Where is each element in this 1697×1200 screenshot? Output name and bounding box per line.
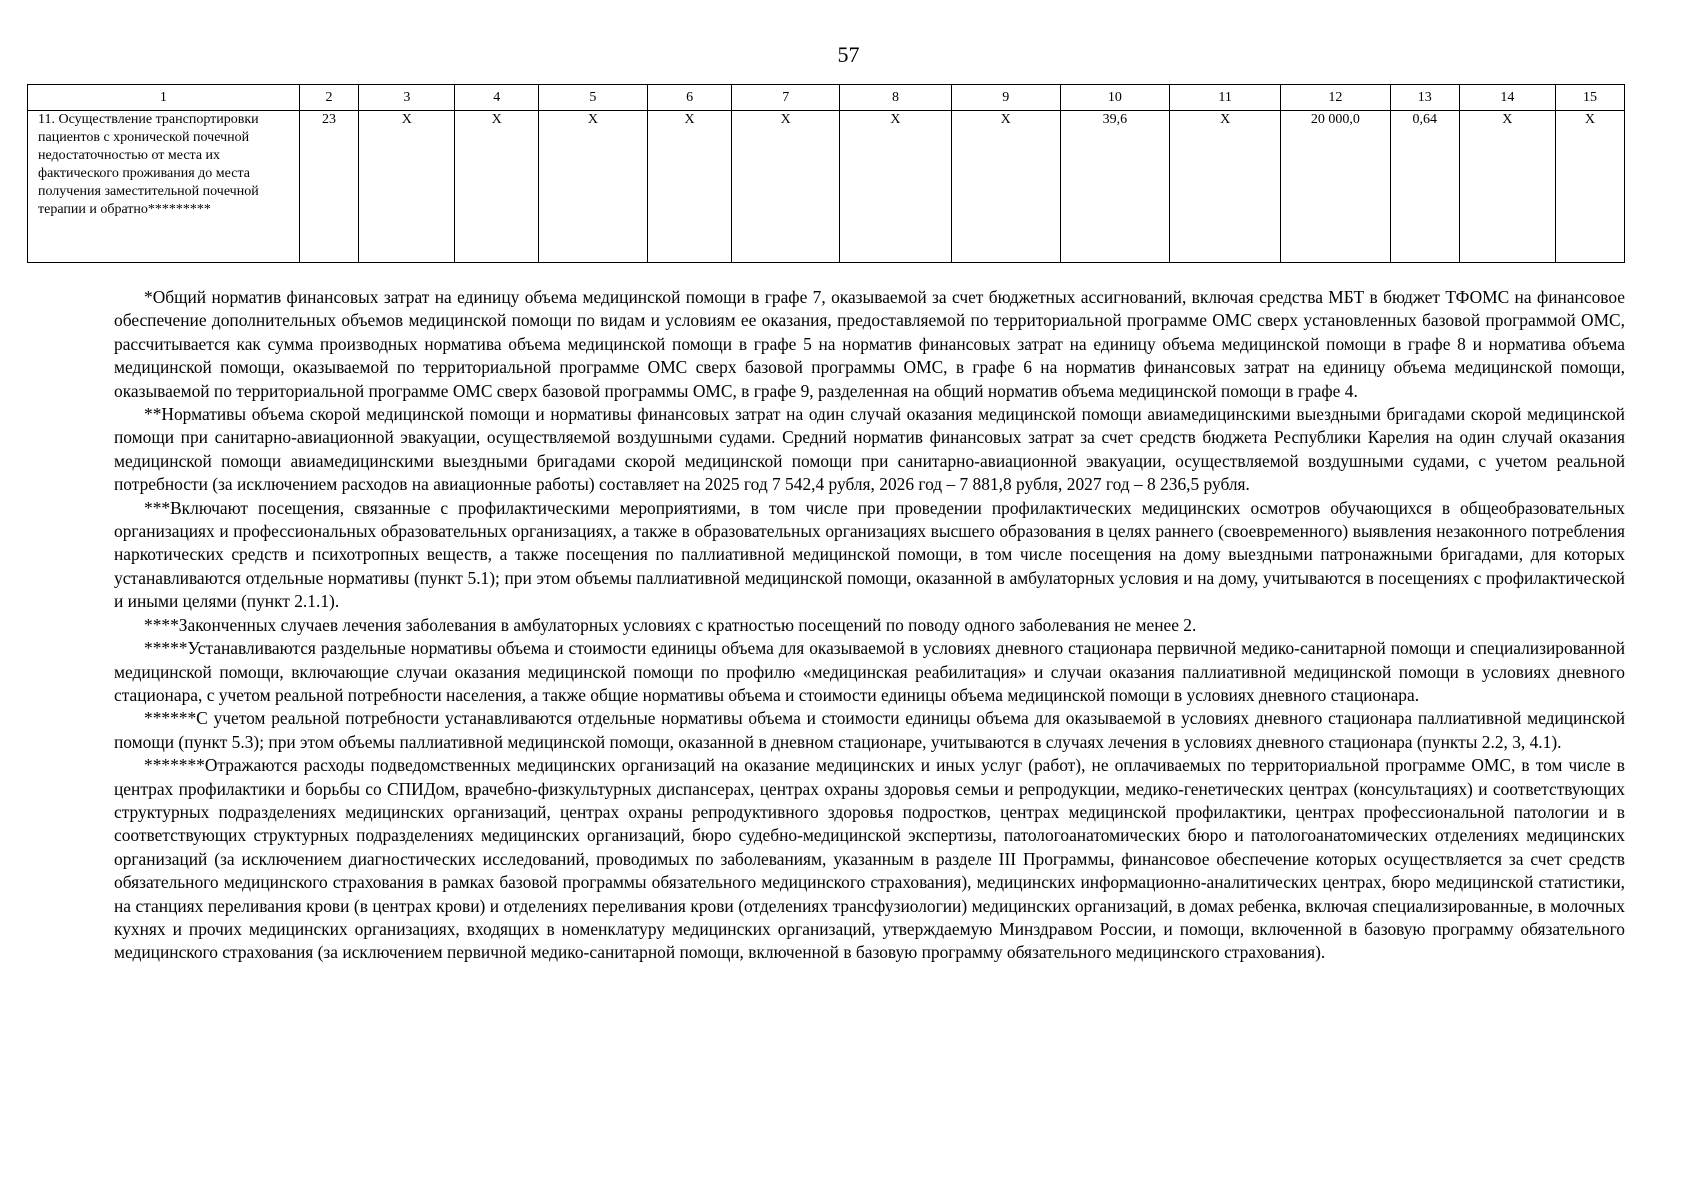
column-header-3: 3 [359, 85, 455, 111]
table-cell-9: Х [951, 111, 1060, 263]
table-cell-4: Х [455, 111, 539, 263]
footnote-6: ******С учетом реальной потребности устанавливаются отдельные нормативы объема и стоимости единицы объема для оказываемой в условиях дневного стационара паллиативной медицинской помощи (пункт 5.3); при этом объемы паллиативной медицинской помощи, оказанной в дневном стационаре, учитываются в случаях лечения в условиях дневного стационара (пункты 2.2, 3, 4.1). [114, 708, 1625, 752]
column-header-5: 5 [539, 85, 648, 111]
column-header-10: 10 [1060, 85, 1170, 111]
table-cell-11: Х [1170, 111, 1281, 263]
footnotes [114, 286, 1625, 965]
table-cell-13: 0,64 [1390, 111, 1459, 263]
column-header-13: 13 [1390, 85, 1459, 111]
column-header-7: 7 [732, 85, 840, 111]
table-cell-12: 20 000,0 [1281, 111, 1391, 263]
column-header-4: 4 [455, 85, 539, 111]
data-table [27, 84, 1625, 263]
table-cell-14: Х [1459, 111, 1555, 263]
column-header-9: 9 [951, 85, 1060, 111]
table-cell-2: 23 [299, 111, 359, 263]
footnote-1: *Общий норматив финансовых затрат на единицу объема медицинской помощи в графе 7, оказываемой за счет бюджетных ассигнований, включая средства МБТ в бюджет ТФОМС на финансовое обеспечение дополнительных объемов медицинской помощи по видам и условиям ее оказания, предоставляемой по территориальной программе ОМС сверх установленных базовой программой ОМС, рассчитывается как сумма производных норматива объема медицинской помощи в графе 5 на норматив финансовых затрат на единицу объема медицинской помощи в графе 8 и норматива объема медицинской помощи, оказываемой по территориальной программе ОМС сверх базовой программы ОМС, в графе 6 на норматив финансовых затрат на единицу объема медицинской помощи, оказываемой по территориальной программе ОМС сверх базовой программы ОМС, в графе 9, разделенная на общий норматив объема медицинской помощи в графе 4. [114, 287, 1625, 401]
table-cell-8: Х [840, 111, 952, 263]
column-header-15: 15 [1555, 85, 1624, 111]
column-header-14: 14 [1459, 85, 1555, 111]
row-name-cell: 11. Осуществление транспортировки пациентов с хронической почечной недостаточностью от места их фактического проживания до места получения заместительной почечной терапии и обратно********* [28, 111, 300, 263]
table-header-row [28, 85, 1625, 111]
table-row [28, 111, 1625, 263]
footnote-5: *****Устанавливаются раздельные нормативы объема и стоимости единицы объема для оказываемой в условиях дневного стационара первичной медико-санитарной помощи и специализированной медицинской помощи, включающие случаи оказания медицинской помощи по профилю «медицинская реабилитация» и случаи оказания паллиативной медицинской помощи в условиях дневного стационара, с учетом реальной потребности населения, а также общие нормативы объема и стоимости единицы объема медицинской помощи в условиях дневного стационара. [114, 638, 1625, 705]
column-header-8: 8 [840, 85, 952, 111]
table-cell-3: Х [359, 111, 455, 263]
table-cell-5: Х [539, 111, 648, 263]
table-cell-7: Х [732, 111, 840, 263]
footnote-2: **Нормативы объема скорой медицинской помощи и нормативы финансовых затрат на один случай оказания медицинской помощи авиамедицинскими выездными бригадами скорой медицинской помощи при санитарно-авиационной эвакуации, осуществляемой воздушными судами. Средний норматив финансовых затрат за счет средств бюджета Республики Карелия на один случай оказания медицинской помощи авиамедицинскими выездными бригадами скорой медицинской помощи при санитарно-авиационной эвакуации, осуществляемой воздушными судами, с учетом реальной потребности (за исключением расходов на авиационные работы) составляет на 2025 год 7 542,4 рубля, 2026 год – 7 881,8 рубля, 2027 год – 8 236,5 рубля. [114, 404, 1625, 495]
page-number: 57 [837, 42, 860, 67]
table-cell-10: 39,6 [1060, 111, 1170, 263]
table-cell-6: Х [647, 111, 732, 263]
column-header-12: 12 [1281, 85, 1391, 111]
column-header-6: 6 [647, 85, 732, 111]
column-header-11: 11 [1170, 85, 1281, 111]
footnote-7: *******Отражаются расходы подведомственных медицинских организаций на оказание медицинских и иных услуг (работ), не оплачиваемых по территориальной программе ОМС, в том числе в центрах профилактики и борьбы со СПИДом, врачебно-физкультурных диспансерах, центрах охраны здоровья семьи и репродукции, медико-генетических центрах (консультациях) и соответствующих структурных подразделениях медицинских организаций, центрах охраны репродуктивного здоровья подростков, центрах медицинской профилактики, центрах профессиональной патологии и в соответствующих структурных подразделениях медицинских организаций, бюро судебно-медицинской экспертизы, патологоанатомических бюро и патологоанатомических отделениях медицинских организаций (за исключением диагностических исследований, проводимых по заболеваниям, указанным в разделе III Программы, финансовое обеспечение которых осуществляется за счет средств обязательного медицинского страхования в рамках базовой программы обязательного медицинского страхования), медицинских информационно-аналитических центрах, бюро медицинской статистики, на станциях переливания крови (в центрах крови) и отделениях переливания крови (отделениях трансфузиологии) медицинских организаций, в домах ребенка, включая специализированные, в молочных кухнях и прочих медицинских организациях, входящих в номенклатуру медицинских организаций, утверждаемую Минздравом России, и помощи, включенной в базовую программу обязательного медицинского страхования (за исключением первичной медико-санитарной помощи, включенной в базовую программу обязательного медицинского страхования). [114, 755, 1625, 963]
column-header-1: 1 [28, 85, 300, 111]
table-cell-15: Х [1555, 111, 1624, 263]
column-header-2: 2 [299, 85, 359, 111]
footnote-3: ***Включают посещения, связанные с профилактическими мероприятиями, в том числе при проведении профилактических медицинских осмотров обучающихся в общеобразовательных организациях и профессиональных образовательных организациях, а также в образовательных организациях высшего образования в целях раннего (своевременного) выявления незаконного потребления наркотических средств и психотропных веществ, а также посещения по паллиативной медицинской помощи, в том числе посещения на дому выездными патронажными бригадами, для которых устанавливаются отдельные нормативы (пункт 5.1); при этом объемы паллиативной медицинской помощи, оказанной в амбулаторных условия и на дому, учитываются в посещениях с профилактической и иными целями (пункт 2.1.1). [114, 497, 1625, 612]
footnote-4: ****Законченных случаев лечения заболевания в амбулаторных условиях с кратностью посещений по поводу одного заболевания не менее 2. [144, 614, 1197, 635]
